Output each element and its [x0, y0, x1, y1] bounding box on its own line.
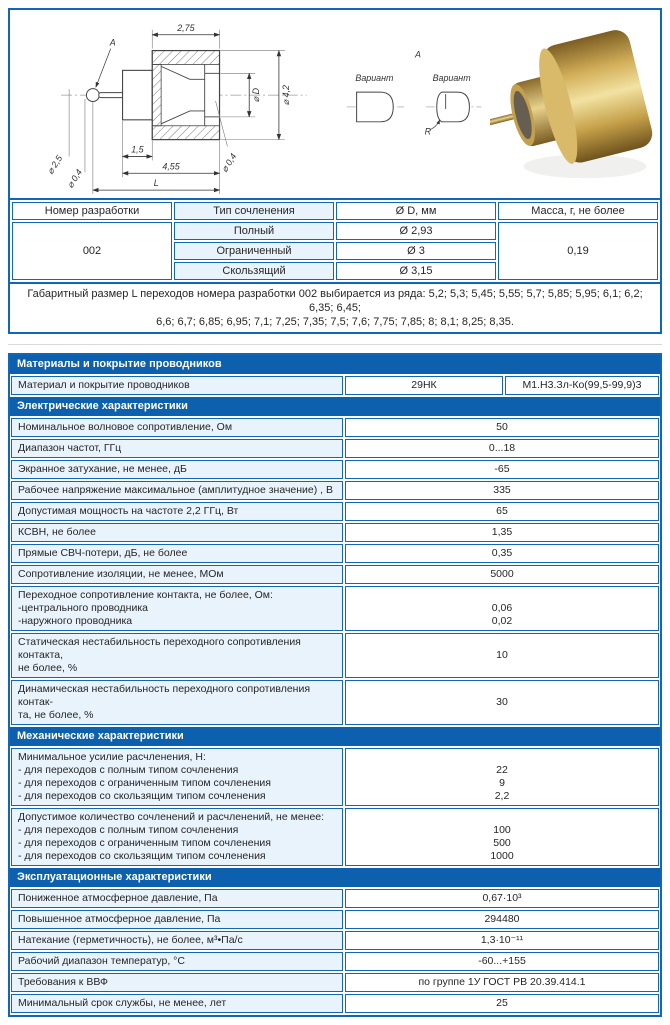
spec-value: 1,35 [345, 523, 659, 542]
col-header-diameter: Ø D, мм [336, 202, 496, 220]
spec-row [10, 584, 660, 631]
spec-row [10, 950, 660, 971]
spec-label: Минимальный срок службы, не менее, лет [11, 994, 343, 1013]
spec-value: 50 [345, 418, 659, 437]
spec-value: -60...+155 [345, 952, 659, 971]
spec-row [10, 908, 660, 929]
spec-value: 30 [345, 680, 659, 725]
body-hatch-bottom [152, 126, 219, 140]
spec-value: 10 [345, 633, 659, 678]
spec-row [10, 746, 660, 806]
spec-label: Прямые СВЧ-потери, дБ, не более [11, 544, 343, 563]
mass-cell: 0,19 [498, 222, 658, 280]
variant-1-shape [357, 92, 394, 122]
spec-value: по группе 1У ГОСТ РВ 20.39.414.1 [345, 973, 659, 992]
spec-value: 65 [345, 502, 659, 521]
spec-row [10, 631, 660, 678]
spec-label: Рабочий диапазон температур, °С [11, 952, 343, 971]
spec-label: Переходное сопротивление контакта, не более, Ом: -центрального проводника -наружного проводника [11, 586, 343, 631]
spec-label: КСВН, не более [11, 523, 343, 542]
diameter-cell: Ø 2,93 [336, 222, 496, 240]
body-hatch-wall [152, 64, 161, 125]
spec-value: -65 [345, 460, 659, 479]
spec-row [10, 500, 660, 521]
variant-1-label: Вариант [355, 73, 394, 84]
spec-row [10, 437, 660, 458]
diameter-cell: Ø 3,15 [336, 262, 496, 280]
spec-label: Динамическая нестабильность переходного сопротивления контак- та, не более, % [11, 680, 343, 725]
spec-row [10, 416, 660, 437]
spec-label: Минимальное усилие расчленения, Н: - для переходов с полным типом сочленения - для переходов с ограниченным типом сочленения - для переходов со скользящим типом сочленения [11, 748, 343, 806]
spec-value: 294480 [345, 910, 659, 929]
dim-dia-0-4-right: ⌀ 0,4 [219, 151, 239, 174]
callout-a-leader [96, 49, 111, 88]
dim-dia-d: ⌀ D [251, 87, 262, 103]
variant-2-shape [437, 92, 470, 122]
spec-value: 0,06 0,02 [345, 586, 659, 631]
spec-row [10, 929, 660, 950]
variant-2-label: Вариант [432, 73, 471, 84]
section-header-materials: Материалы и покрытие проводников [10, 355, 660, 374]
page-separator [8, 344, 662, 345]
col-header-joint-type: Тип сочленения [174, 202, 334, 220]
spec-value: 335 [345, 481, 659, 500]
spec-value: 0...18 [345, 439, 659, 458]
spec-value: 1,3·10⁻¹¹ [345, 931, 659, 950]
spec-label: Сопротивление изоляции, не менее, МОм [11, 565, 343, 584]
spec-value: 5000 [345, 565, 659, 584]
spec-value-coating: М1.Н3.Зл-Ко(99,5-99,9)3 [505, 376, 659, 395]
dim-dia-4-2: ⌀ 4,2 [280, 85, 291, 106]
spec-row [10, 479, 660, 500]
callout-a-label: A [109, 37, 116, 48]
spec-label: Допустимое количество сочленений и расчленений, не менее: - для переходов с полным типом сочленения - для переходов с ограниченным типом сочленения - для переходов со скользящим типом сочленения [11, 808, 343, 866]
spec-value: 0,67·10³ [345, 889, 659, 908]
spec-label: Повышенное атмосферное давление, Па [11, 910, 343, 929]
spec-value-material: 29НК [345, 376, 503, 395]
dim-dia-2-5: ⌀ 2,5 [45, 153, 65, 176]
joint-type-cell: Скользящий [174, 262, 334, 280]
summary-header-row [12, 202, 658, 220]
specs-table [8, 353, 662, 1017]
spec-row [10, 992, 660, 1013]
spec-row [10, 806, 660, 866]
spec-row [10, 971, 660, 992]
col-header-dev-number: Номер разработки [12, 202, 172, 220]
section-header-electrical: Электрические характеристики [10, 397, 660, 416]
spec-row [10, 521, 660, 542]
diameter-cell: Ø 3 [336, 242, 496, 260]
insulator-step [123, 70, 153, 119]
body-hatch-top [152, 51, 219, 65]
dim-2-75: 2,75 [177, 22, 195, 33]
spec-label: Статическая нестабильность переходного сопротивления контакта, не более, % [11, 633, 343, 678]
summary-row-full [12, 222, 658, 240]
joint-type-cell: Ограниченный [174, 242, 334, 260]
spec-label: Рабочее напряжение максимальное (амплитудное значение) , В [11, 481, 343, 500]
spec-label: Натекание (герметичность), не более, м³•Па/с [11, 931, 343, 950]
joint-type-cell: Полный [174, 222, 334, 240]
spec-row-materials [10, 374, 660, 395]
drawing-panel [8, 8, 662, 200]
variant-views [340, 10, 490, 198]
dim-1-5: 1,5 [131, 144, 144, 155]
radius-leader [430, 120, 440, 130]
spec-value: 0,35 [345, 544, 659, 563]
view-a-label: A [414, 49, 421, 60]
dim-l: L [153, 178, 159, 189]
spec-row [10, 542, 660, 563]
radius-label: R [424, 126, 432, 137]
spec-row [10, 563, 660, 584]
section-header-operational: Эксплуатационные характеристики [10, 868, 660, 887]
spec-label: Требования к ВВФ [11, 973, 343, 992]
spec-row [10, 458, 660, 479]
dimension-note: Габаритный размер L переходов номера разработки 002 выбирается из ряда: 5,2; 5,3; 5,45; 5,55; 5,7; 5,85; 5,95; 6,1; 6,2; 6,35; 6,45; 6,6; 6,7; 6,85; 6,95; 7,1; 7,25; 7,35; 7,5; 7,6; 7,75; 7,85; 8; 8,1; 8,25; 8,35. [8, 282, 662, 334]
dev-number-cell: 002 [12, 222, 172, 280]
spec-value: 100 500 1000 [345, 808, 659, 866]
section-header-mechanical: Механические характеристики [10, 727, 660, 746]
section-view-drawing [10, 10, 340, 198]
summary-table [8, 198, 662, 284]
spec-row [10, 678, 660, 725]
spec-label: Диапазон частот, ГГц [11, 439, 343, 458]
col-header-mass: Масса, г, не более [498, 202, 658, 220]
spec-label: Экранное затухание, не менее, дБ [11, 460, 343, 479]
pin-ball [86, 89, 99, 102]
spec-row [10, 887, 660, 908]
spec-label: Допустимая мощность на частоте 2,2 ГГц, Вт [11, 502, 343, 521]
spec-label: Номинальное волновое сопротивление, Ом [11, 418, 343, 437]
spec-value: 25 [345, 994, 659, 1013]
dim-4-55: 4,55 [162, 161, 180, 172]
spec-label: Материал и покрытие проводников [11, 376, 343, 395]
connector-photo [490, 10, 660, 198]
spec-label: Пониженное атмосферное давление, Па [11, 889, 343, 908]
spec-value: 22 9 2,2 [345, 748, 659, 806]
dim-dia-0-4-left: ⌀ 0,4 [64, 167, 85, 190]
